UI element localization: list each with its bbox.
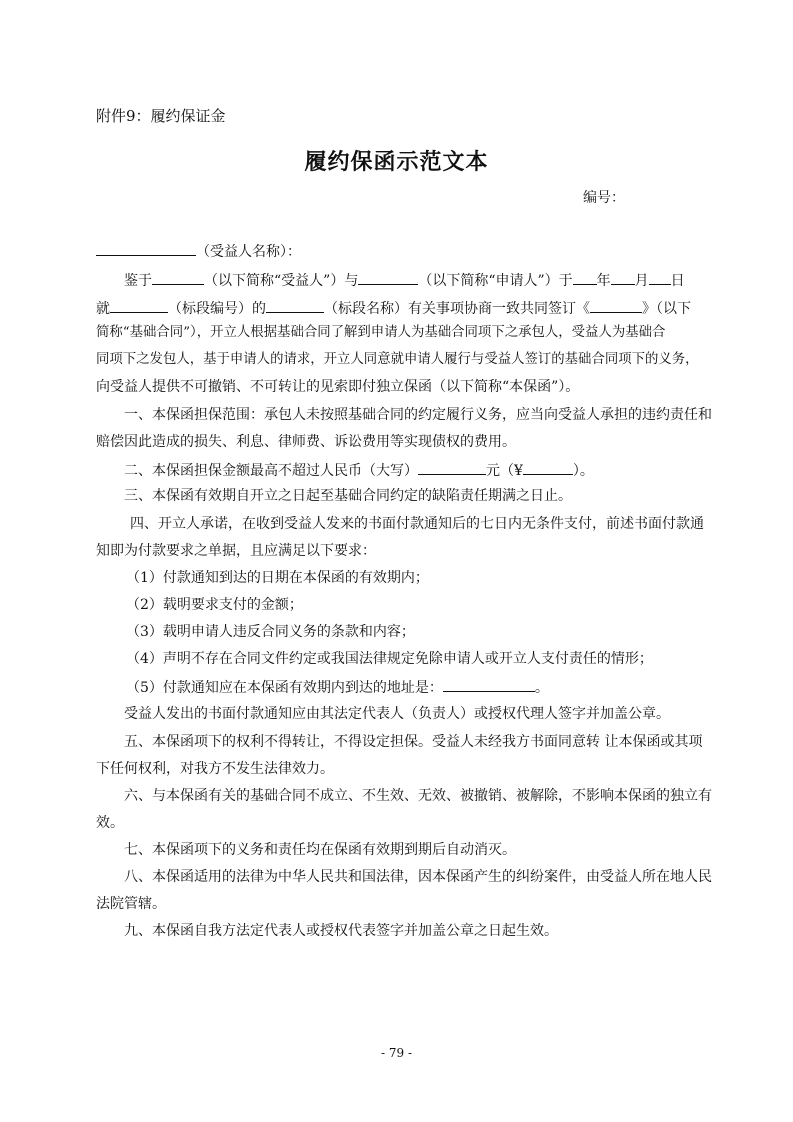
clause-1-line-1: 一、本保函担保范围：承包人未按照基础合同的约定履行义务，应当向受益人承担的违约责任和	[124, 407, 712, 423]
contract-name-blank	[590, 297, 642, 313]
preamble-line-3: 简称“基础合同”），开立人根据基础合同了解到申请人为基础合同项下之承包人，受益人为基础合	[96, 325, 666, 340]
requirement-5	[126, 676, 746, 698]
page-number: - 79 -	[380, 1046, 412, 1060]
preamble-text: 鉴于	[124, 273, 152, 289]
year-label: 年	[596, 273, 611, 289]
clause-3: 三、本保函有效期自开立之日起至基础合同约定的缺陷责任期满之日止。	[124, 488, 572, 504]
clause-8-line-1: 八、本保函适用的法律为中华人民共和国法律，因本保函产生的纠纷案件，由受益人所在地人民	[124, 869, 712, 885]
applicant-blank	[358, 269, 418, 285]
preamble-text: （以下简称“申请人”）于	[418, 273, 573, 289]
preamble-text: （标段名称）有关事项协商一致共同签订《	[324, 301, 590, 317]
month-label: 月	[634, 273, 649, 289]
requirement-text: （5）付款通知应在本保函有效期内到达的地址是：	[126, 680, 443, 696]
preamble-line-4: 同项下之发包人，基于申请人的请求，开立人同意就申请人履行与受益人签订的基础合同项下的义务，	[96, 352, 699, 367]
preamble-text: 》（以下	[642, 301, 691, 317]
clause-2	[124, 459, 744, 481]
requirement-text: 。	[534, 680, 549, 696]
clause-6-line-1: 六、与本保函有关的基础合同不成立、不生效、无效、被撤销、被解除，不影响本保函的独立有	[124, 788, 712, 804]
clause-5-line-2: 下任何权利，对我方不发生法律效力。	[96, 761, 334, 777]
clause-text: ）。	[572, 463, 594, 479]
preamble-text: 就	[96, 301, 110, 317]
beneficiary-blank	[152, 269, 204, 285]
amount-words-blank	[418, 459, 486, 475]
requirement-2: （2）载明要求支付的金额；	[126, 597, 303, 613]
month-blank	[611, 269, 635, 285]
clause-text: 元（¥	[486, 463, 523, 479]
number-label: 编号：	[583, 190, 625, 206]
preamble-line-5: 向受益人提供不可撤销、不可转让的见索即付独立保函（以下简称“本保函”）。	[96, 379, 580, 395]
day-blank	[649, 269, 671, 285]
clause-4-line-2: 知即为付款要求之单据，且应满足以下要求：	[96, 543, 376, 559]
requirement-4: （4）声明不存在合同文件约定或我国法律规定免除申请人或开立人支付责任的情形；	[126, 651, 653, 667]
address-blank	[443, 676, 535, 692]
preamble-text: （以下简称“受益人”）与	[204, 273, 359, 289]
addressee-line	[96, 240, 716, 262]
preamble-text: （标段编号）的	[168, 301, 266, 317]
sign-note: 受益人发出的书面付款通知应由其法定代表人（负责人）或授权代理人签字并加盖公章。	[124, 706, 670, 722]
beneficiary-name-blank	[96, 240, 196, 256]
day-label: 日	[670, 273, 685, 289]
attachment-label: 附件9：履约保证金	[96, 107, 226, 125]
section-name-blank	[266, 297, 324, 313]
document-title: 履约保函示范文本	[304, 150, 489, 175]
requirement-3: （3）载明申请人违反合同义务的条款和内容；	[126, 624, 415, 640]
year-blank	[573, 269, 597, 285]
clause-4-line-1: 四、开立人承诺，在收到受益人发来的书面付款通知后的七日内无条件支付，前述书面付款通	[130, 516, 704, 532]
requirement-1: （1）付款通知到达的日期在本保函的有效期内；	[126, 570, 429, 586]
clause-5-line-1: 五、本保函项下的权利不得转让，不得设定担保。受益人未经我方书面同意转 让本保函或其项	[124, 734, 703, 750]
preamble-line-2	[96, 297, 716, 319]
clause-8-line-2: 法院管辖。	[96, 896, 166, 912]
clause-7: 七、本保函项下的义务和责任均在保函有效期到期后自动消灭。	[124, 842, 516, 858]
clause-1-line-2: 赔偿因此造成的损失、利息、律师费、诉讼费用等实现债权的费用。	[96, 434, 516, 450]
preamble-line-1	[124, 269, 744, 291]
clause-9: 九、本保函自我方法定代表人或授权代表签字并加盖公章之日起生效。	[124, 923, 558, 939]
addressee-suffix: （受益人名称）：	[196, 244, 301, 260]
section-number-blank	[110, 297, 168, 313]
amount-figures-blank	[523, 459, 573, 475]
clause-text: 二、本保函担保金额最高不超过人民币（大写）	[124, 463, 418, 479]
clause-6-line-2: 效。	[96, 815, 124, 831]
